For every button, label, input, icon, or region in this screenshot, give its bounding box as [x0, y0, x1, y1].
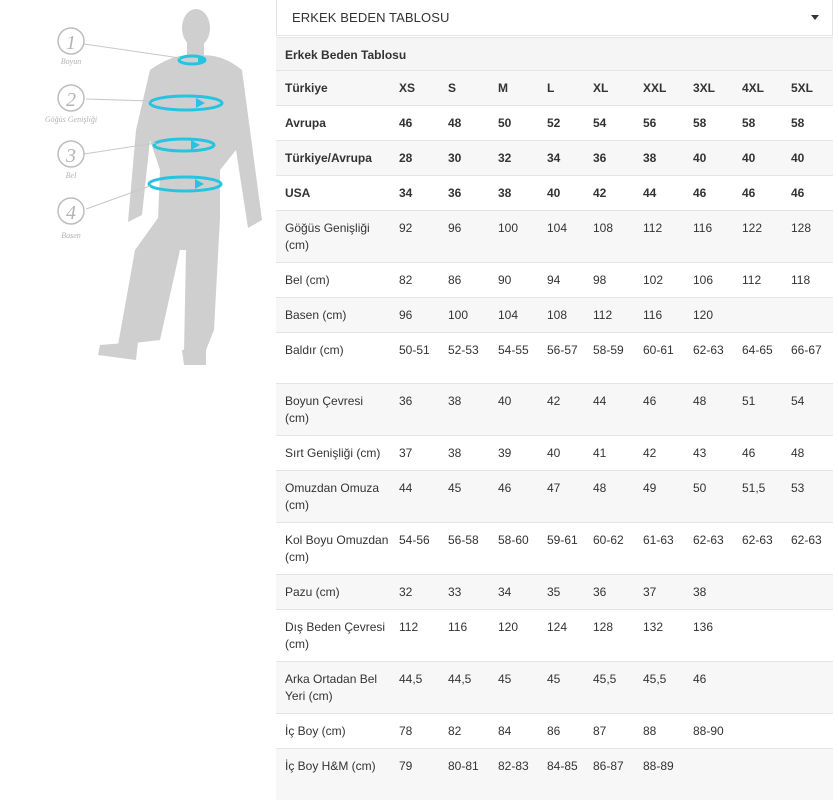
- table-cell: 38: [684, 575, 733, 610]
- table-cell: 46: [684, 176, 733, 211]
- table-row: [276, 71, 833, 106]
- table-cell: 40: [684, 141, 733, 176]
- table-cell: 54: [584, 106, 634, 141]
- table-cell: 4XL: [733, 71, 782, 106]
- table-cell: 36: [390, 384, 439, 436]
- row-label: Avrupa: [276, 106, 390, 141]
- table-row: [276, 384, 833, 436]
- table-cell: 39: [489, 436, 538, 471]
- table-cell: 58: [782, 106, 833, 141]
- table-cell: 62-63: [684, 333, 733, 384]
- table-cell: 37: [390, 436, 439, 471]
- table-cell: 52-53: [439, 333, 489, 384]
- table-cell: [782, 662, 833, 714]
- table-cell: 58: [733, 106, 782, 141]
- label-basen: Basen: [61, 231, 81, 240]
- table-cell: 51: [733, 384, 782, 436]
- row-label: Türkiye/Avrupa: [276, 141, 390, 176]
- table-cell: 32: [390, 575, 439, 610]
- table-cell: 112: [390, 610, 439, 662]
- label-number-3: 3: [66, 145, 76, 167]
- table-cell: [733, 610, 782, 662]
- label-number-1: 1: [66, 32, 76, 54]
- table-cell: 82: [439, 714, 489, 749]
- table-cell: 118: [782, 263, 833, 298]
- table-cell: 88-90: [684, 714, 733, 749]
- table-cell: 46: [733, 436, 782, 471]
- table-row: [276, 436, 833, 471]
- table-cell: 86: [538, 714, 584, 749]
- table-cell: 90: [489, 263, 538, 298]
- size-table: [276, 37, 833, 800]
- table-row: [276, 176, 833, 211]
- table-cell: 45,5: [584, 662, 634, 714]
- label-bel: Bel: [65, 171, 77, 180]
- table-cell: 116: [684, 211, 733, 263]
- table-cell: 98: [584, 263, 634, 298]
- table-cell: 36: [584, 575, 634, 610]
- table-cell: 38: [439, 384, 489, 436]
- table-cell: [733, 662, 782, 714]
- table-cell: 88-89: [634, 749, 684, 800]
- table-cell: 43: [684, 436, 733, 471]
- table-cell: [782, 749, 833, 800]
- table-cell: 44: [390, 471, 439, 523]
- table-cell: 37: [634, 575, 684, 610]
- table-cell: 56-57: [538, 333, 584, 384]
- table-cell: 40: [538, 176, 584, 211]
- table-cell: [684, 749, 733, 800]
- table-cell: 104: [538, 211, 584, 263]
- table-cell: 42: [634, 436, 684, 471]
- table-cell: 112: [584, 298, 634, 333]
- row-label: Türkiye: [276, 71, 390, 106]
- table-cell: 46: [489, 471, 538, 523]
- table-cell: 50-51: [390, 333, 439, 384]
- table-row: [276, 333, 833, 384]
- table-cell: 40: [782, 141, 833, 176]
- table-row: [276, 141, 833, 176]
- row-label: Basen (cm): [276, 298, 390, 333]
- table-row: [276, 523, 833, 575]
- man-silhouette-illustration: [0, 0, 270, 796]
- row-label: Pazu (cm): [276, 575, 390, 610]
- table-cell: XS: [390, 71, 439, 106]
- table-cell: 56-58: [439, 523, 489, 575]
- table-cell: 5XL: [782, 71, 833, 106]
- row-label: Bel (cm): [276, 263, 390, 298]
- table-cell: 86: [439, 263, 489, 298]
- table-cell: 30: [439, 141, 489, 176]
- table-cell: 45: [439, 471, 489, 523]
- table-cell: L: [538, 71, 584, 106]
- table-cell: [733, 575, 782, 610]
- table-cell: 48: [439, 106, 489, 141]
- table-cell: 38: [439, 436, 489, 471]
- table-cell: 44,5: [439, 662, 489, 714]
- table-cell: XL: [584, 71, 634, 106]
- table-cell: 58-59: [584, 333, 634, 384]
- table-cell: 40: [538, 436, 584, 471]
- table-row: [276, 575, 833, 610]
- table-cell: 56: [634, 106, 684, 141]
- table-cell: 38: [489, 176, 538, 211]
- table-cell: 96: [390, 298, 439, 333]
- table-cell: S: [439, 71, 489, 106]
- table-cell: 40: [733, 141, 782, 176]
- row-label: İç Boy (cm): [276, 714, 390, 749]
- table-cell: 108: [538, 298, 584, 333]
- table-cell: 102: [634, 263, 684, 298]
- table-cell: [782, 575, 833, 610]
- table-cell: 48: [782, 436, 833, 471]
- dropdown-selected-value: ERKEK BEDEN TABLOSU: [292, 10, 450, 25]
- table-cell: 34: [538, 141, 584, 176]
- table-cell: 54: [782, 384, 833, 436]
- table-cell: 42: [584, 176, 634, 211]
- table-cell: 44,5: [390, 662, 439, 714]
- table-cell: 48: [584, 471, 634, 523]
- table-cell: 58: [684, 106, 733, 141]
- table-cell: 124: [538, 610, 584, 662]
- table-cell: M: [489, 71, 538, 106]
- table-cell: [733, 749, 782, 800]
- table-cell: 128: [782, 211, 833, 263]
- table-row: [276, 298, 833, 333]
- table-cell: 78: [390, 714, 439, 749]
- table-cell: 92: [390, 211, 439, 263]
- table-cell: 50: [489, 106, 538, 141]
- table-cell: 60-61: [634, 333, 684, 384]
- table-cell: 54-56: [390, 523, 439, 575]
- table-row: [276, 749, 833, 800]
- table-cell: 112: [634, 211, 684, 263]
- table-title-row: [276, 38, 833, 71]
- label-number-4: 4: [66, 202, 76, 224]
- table-cell: 60-62: [584, 523, 634, 575]
- label-gogus-genisligi: Göğüs Genişliği: [44, 115, 98, 124]
- row-label: Göğüs Genişliği (cm): [276, 211, 390, 263]
- row-label: İç Boy H&M (cm): [276, 749, 390, 800]
- table-cell: 38: [634, 141, 684, 176]
- measurement-figure: [0, 0, 270, 796]
- table-cell: 59-61: [538, 523, 584, 575]
- table-cell: 45: [538, 662, 584, 714]
- table-cell: 32: [489, 141, 538, 176]
- table-row: [276, 471, 833, 523]
- table-cell: 87: [584, 714, 634, 749]
- chevron-down-icon[interactable]: [811, 15, 819, 20]
- table-cell: 80-81: [439, 749, 489, 800]
- table-cell: 104: [489, 298, 538, 333]
- row-label: Kol Boyu Omuzdan (cm): [276, 523, 390, 575]
- table-cell: 100: [439, 298, 489, 333]
- table-cell: 62-63: [733, 523, 782, 575]
- table-cell: [782, 610, 833, 662]
- table-cell: 64-65: [733, 333, 782, 384]
- table-cell: 35: [538, 575, 584, 610]
- table-cell: 79: [390, 749, 439, 800]
- table-cell: 34: [489, 575, 538, 610]
- table-body: [276, 71, 833, 800]
- table-cell: 136: [684, 610, 733, 662]
- table-cell: 66-67: [782, 333, 833, 384]
- table-row: [276, 714, 833, 749]
- table-cell: 108: [584, 211, 634, 263]
- table-cell: 58-60: [489, 523, 538, 575]
- table-cell: [782, 714, 833, 749]
- table-cell: 61-63: [634, 523, 684, 575]
- table-cell: 3XL: [684, 71, 733, 106]
- table-cell: [782, 298, 833, 333]
- label-number-2: 2: [66, 89, 76, 111]
- table-cell: 120: [489, 610, 538, 662]
- table-cell: 46: [390, 106, 439, 141]
- size-chart-panel: [276, 0, 835, 796]
- table-cell: 46: [684, 662, 733, 714]
- table-cell: 48: [684, 384, 733, 436]
- row-label: Baldır (cm): [276, 333, 390, 384]
- table-cell: 54-55: [489, 333, 538, 384]
- label-boyun: Boyun: [60, 57, 82, 66]
- table-cell: 49: [634, 471, 684, 523]
- table-cell: [733, 714, 782, 749]
- table-cell: 106: [684, 263, 733, 298]
- row-label: Arka Ortadan Bel Yeri (cm): [276, 662, 390, 714]
- table-row: [276, 106, 833, 141]
- table-row: [276, 263, 833, 298]
- table-cell: 62-63: [684, 523, 733, 575]
- table-cell: 88: [634, 714, 684, 749]
- table-cell: [733, 298, 782, 333]
- table-row: [276, 610, 833, 662]
- table-cell: 62-63: [782, 523, 833, 575]
- table-cell: 46: [634, 384, 684, 436]
- row-label: Boyun Çevresi (cm): [276, 384, 390, 436]
- table-cell: 84: [489, 714, 538, 749]
- table-cell: 96: [439, 211, 489, 263]
- row-label: Dış Beden Çevresi (cm): [276, 610, 390, 662]
- table-cell: 44: [584, 384, 634, 436]
- table-cell: XXL: [634, 71, 684, 106]
- table-cell: 36: [439, 176, 489, 211]
- table-cell: 120: [684, 298, 733, 333]
- table-cell: 82: [390, 263, 439, 298]
- table-title: Erkek Beden Tablosu: [276, 38, 833, 71]
- table-row: [276, 211, 833, 263]
- table-cell: 36: [584, 141, 634, 176]
- table-cell: 86-87: [584, 749, 634, 800]
- table-cell: 84-85: [538, 749, 584, 800]
- table-cell: 46: [733, 176, 782, 211]
- table-cell: 100: [489, 211, 538, 263]
- row-label: USA: [276, 176, 390, 211]
- table-cell: 112: [733, 263, 782, 298]
- row-label: Sırt Genişliği (cm): [276, 436, 390, 471]
- table-cell: 52: [538, 106, 584, 141]
- table-cell: 42: [538, 384, 584, 436]
- table-cell: 132: [634, 610, 684, 662]
- table-cell: 41: [584, 436, 634, 471]
- table-cell: 46: [782, 176, 833, 211]
- table-cell: 50: [684, 471, 733, 523]
- table-cell: 116: [634, 298, 684, 333]
- table-cell: 122: [733, 211, 782, 263]
- table-cell: 40: [489, 384, 538, 436]
- table-cell: 45: [489, 662, 538, 714]
- table-cell: 53: [782, 471, 833, 523]
- table-cell: 45,5: [634, 662, 684, 714]
- table-cell: 116: [439, 610, 489, 662]
- table-cell: 47: [538, 471, 584, 523]
- table-cell: 44: [634, 176, 684, 211]
- table-row: [276, 662, 833, 714]
- row-label: Omuzdan Omuza (cm): [276, 471, 390, 523]
- table-cell: 128: [584, 610, 634, 662]
- size-chart-dropdown[interactable]: [276, 0, 833, 36]
- table-cell: 33: [439, 575, 489, 610]
- table-cell: 82-83: [489, 749, 538, 800]
- table-cell: 28: [390, 141, 439, 176]
- table-cell: 94: [538, 263, 584, 298]
- table-cell: 34: [390, 176, 439, 211]
- table-cell: 51,5: [733, 471, 782, 523]
